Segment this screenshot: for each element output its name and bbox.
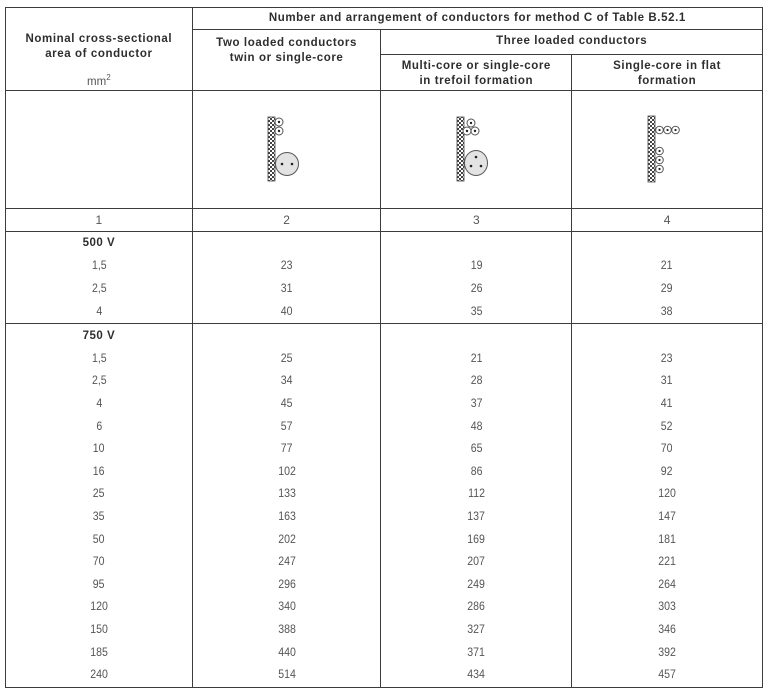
value-cell: 296 (277, 576, 296, 591)
group-750v (6, 323, 763, 687)
value-cell: 327 (467, 622, 486, 636)
value-cell: 264 (658, 576, 676, 591)
value-cell: 120 (658, 486, 676, 501)
size-cell: 120 (90, 599, 108, 614)
group-750v-col3 (381, 323, 572, 687)
flat-formation-arrangement-icon (642, 113, 692, 185)
column-number-3: 3 (381, 208, 572, 231)
size-cell: 10 (92, 441, 105, 456)
value-cell: 286 (467, 599, 486, 614)
value-cell: 169 (467, 531, 486, 546)
value-cell: 40 (280, 303, 293, 318)
size-cell: 185 (90, 644, 108, 659)
left-image-spacer (6, 90, 193, 208)
header-two-loaded-line1: Two loaded conductors (216, 37, 357, 49)
column-number-1: 1 (6, 208, 193, 231)
two-conductor-arrangement-icon (262, 114, 312, 184)
header-three-loaded: Three loaded conductors (381, 30, 763, 55)
value-cell: 23 (280, 258, 293, 273)
value-cell: 371 (467, 644, 486, 659)
value-cell: 57 (280, 418, 293, 433)
table-caption-header: Number and arrangement of conductors for method C of Table B.52.1 (192, 8, 762, 30)
size-cell: 2,5 (91, 373, 107, 388)
value-cell: 221 (658, 554, 676, 569)
header-two-loaded (192, 30, 381, 91)
group-label: 500 V (82, 237, 116, 250)
size-cell: 35 (92, 509, 105, 524)
value-cell: 29 (661, 281, 673, 296)
value-cell: 303 (658, 599, 676, 614)
value-cell: 70 (661, 441, 673, 456)
size-cell: 150 (90, 622, 108, 636)
value-cell: 34 (280, 373, 293, 388)
value-cell: 147 (658, 509, 676, 524)
header-trefoil-line2: in trefoil formation (419, 74, 534, 87)
value-cell: 41 (661, 396, 673, 411)
value-cell: 31 (280, 281, 293, 296)
size-cell: 2,5 (91, 281, 107, 296)
value-cell: 102 (277, 463, 296, 478)
value-cell: 207 (467, 554, 486, 569)
value-cell: 31 (661, 373, 673, 388)
value-cell: 26 (470, 281, 483, 296)
size-cell: 4 (95, 396, 102, 411)
current-rating-table (5, 7, 763, 688)
trefoil-arrangement-icon (451, 114, 501, 184)
size-cell: 70 (92, 554, 105, 569)
value-cell: 133 (277, 486, 296, 501)
value-cell: 137 (467, 509, 486, 524)
value-cell: 340 (277, 599, 296, 614)
value-cell: 457 (658, 667, 676, 682)
group-750v-col4 (572, 323, 763, 687)
left-header-cell (6, 8, 193, 91)
value-cell: 45 (280, 396, 293, 411)
header-trefoil (381, 54, 572, 90)
value-cell: 38 (661, 303, 673, 318)
value-cell: 77 (280, 441, 293, 456)
header-trefoil-line1: Multi-core or single-core (401, 59, 551, 72)
value-cell: 23 (661, 350, 673, 365)
column-number-2: 2 (192, 208, 381, 231)
value-cell: 52 (661, 418, 673, 433)
header-flat (572, 54, 763, 90)
unit-label: $mm^2$ (87, 73, 111, 88)
header-flat-line2: formation (637, 74, 697, 87)
group-750v-sizes (6, 323, 193, 687)
size-cell: 240 (90, 667, 108, 682)
size-cell: 50 (92, 531, 105, 546)
two-conductor-diagram-cell (192, 90, 381, 208)
value-cell: 181 (658, 531, 676, 546)
group-500v (6, 231, 763, 323)
size-cell: 25 (92, 486, 105, 501)
size-cell: 1,5 (91, 258, 107, 273)
trefoil-diagram-cell (381, 90, 572, 208)
value-cell: 25 (280, 350, 293, 365)
group-label: 750 V (82, 329, 116, 342)
value-cell: 112 (467, 486, 485, 501)
value-cell: 440 (277, 644, 296, 659)
group-500v-col2 (192, 231, 381, 323)
left-header-line2: area of conductor (45, 48, 153, 60)
value-cell: 48 (470, 418, 483, 433)
value-cell: 392 (658, 644, 676, 659)
value-cell: 21 (661, 258, 673, 273)
value-cell: 163 (277, 509, 296, 524)
value-cell: 28 (470, 373, 483, 388)
value-cell: 249 (467, 576, 486, 591)
left-header-line1: Nominal cross-sectional (25, 33, 173, 45)
value-cell: 65 (470, 441, 483, 456)
size-cell: 95 (92, 576, 105, 591)
value-cell: 86 (470, 463, 483, 478)
value-cell: 21 (470, 350, 483, 365)
group-500v-sizes (6, 231, 193, 323)
size-cell: 16 (92, 463, 105, 478)
size-cell: 4 (95, 303, 102, 318)
size-cell: 1,5 (91, 350, 107, 365)
value-cell: 514 (277, 667, 296, 682)
size-cell: 6 (95, 418, 102, 433)
group-500v-col4 (572, 231, 763, 323)
flat-formation-diagram-cell (572, 90, 763, 208)
value-cell: 247 (277, 554, 296, 569)
value-cell: 346 (658, 622, 676, 636)
group-500v-col3 (381, 231, 572, 323)
value-cell: 35 (470, 303, 483, 318)
value-cell: 388 (277, 622, 296, 636)
header-two-loaded-line2: twin or single-core (229, 52, 344, 64)
header-flat-line1: Single-core in flat (613, 59, 722, 72)
group-750v-col2 (192, 323, 381, 687)
column-number-4: 4 (572, 208, 763, 231)
value-cell: 202 (277, 531, 296, 546)
value-cell: 92 (661, 463, 673, 478)
value-cell: 434 (467, 667, 486, 682)
value-cell: 19 (470, 258, 483, 273)
value-cell: 37 (470, 396, 483, 411)
